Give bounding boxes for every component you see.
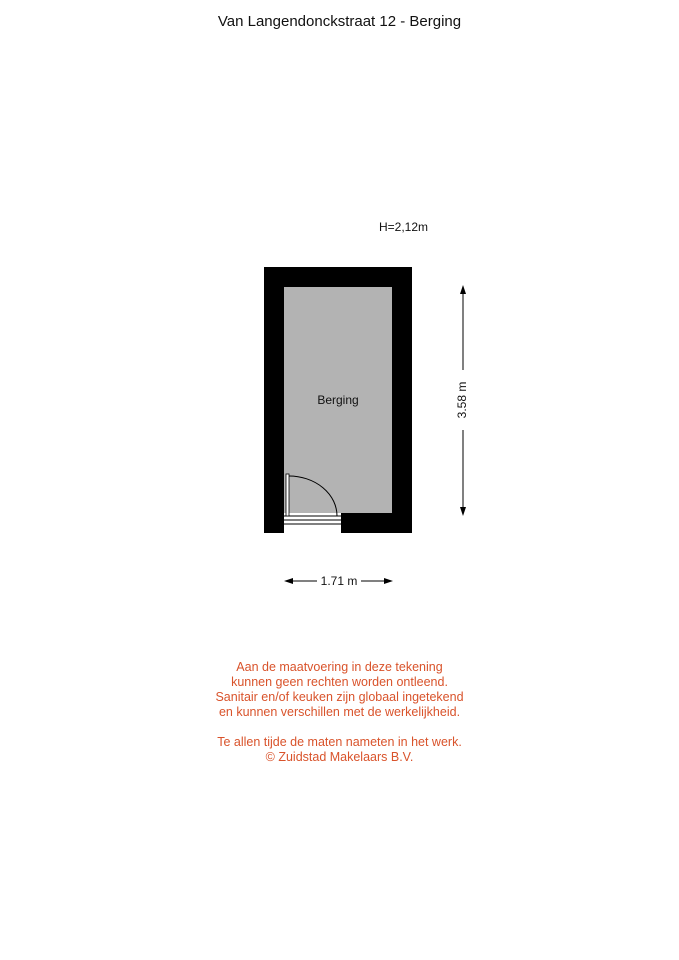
width-arrow-left	[284, 578, 293, 584]
depth-arrow-top	[460, 285, 466, 294]
disclaimer-footer-line: Te allen tijde de maten nameten in het werk.	[217, 735, 462, 749]
width-arrow-right	[384, 578, 393, 584]
disclaimer-line: en kunnen verschillen met de werkelijkheid.	[218, 705, 461, 719]
depth-label: 3.58 m	[455, 381, 470, 419]
disclaimer-line: Sanitair en/of keuken zijn globaal ingetekend	[215, 690, 464, 704]
width-label: 1.71 m	[320, 574, 358, 588]
depth-arrow-bottom	[460, 507, 466, 516]
room-label: Berging	[317, 393, 359, 407]
disclaimer-line: Aan de maatvoering in deze tekening	[236, 660, 443, 674]
disclaimer-line: kunnen geen rechten worden ontleend.	[231, 675, 448, 689]
disclaimer	[0, 660, 679, 765]
drawing-title: Van Langendonckstraat 12 - Berging	[217, 13, 462, 30]
copyright-line: © Zuidstad Makelaars B.V.	[265, 750, 414, 764]
ceiling-height-label: H=2,12m	[379, 220, 429, 234]
